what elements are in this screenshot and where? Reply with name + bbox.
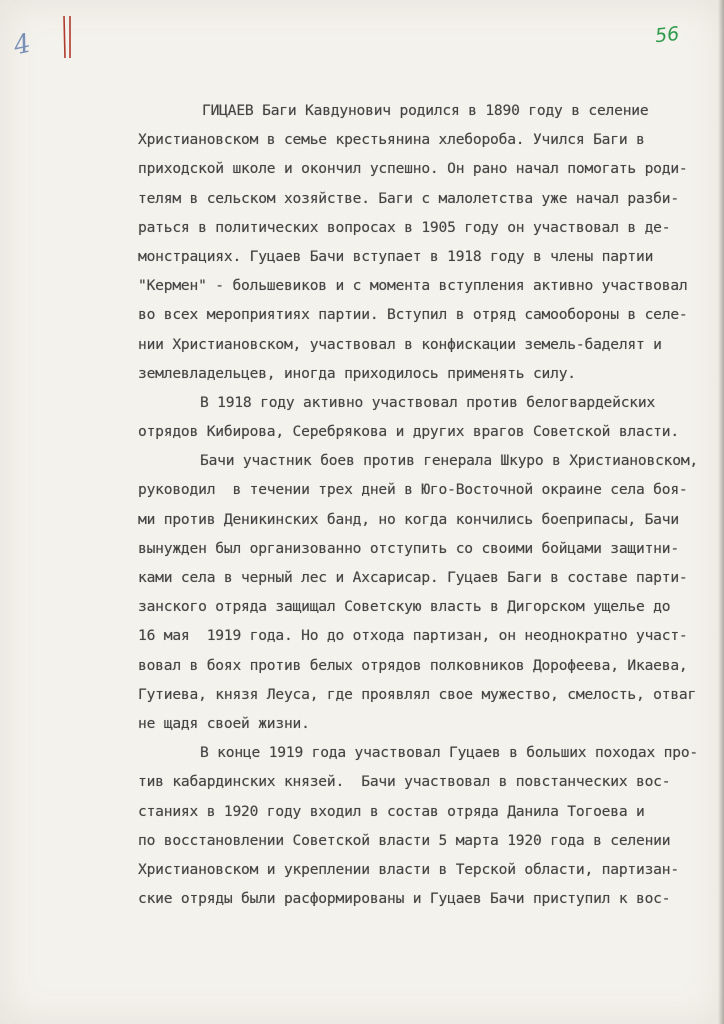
page-number: 56 bbox=[653, 22, 681, 48]
text-line: монстрациях. Гуцаев Бачи вступает в 1918 году в члены партии bbox=[138, 247, 654, 265]
text-line: по восстановлении Советской власти 5 марта 1920 года в селении bbox=[138, 831, 671, 849]
text-line: "Кермен" - большевиков и с момента вступления активно участвовал bbox=[138, 277, 688, 295]
text-line: Христиановском и укреплении власти в Терской области, партизан- bbox=[138, 860, 679, 878]
text-line: 16 мая 1919 года. Но до отхода партизан, он неоднократно участ- bbox=[138, 627, 688, 645]
text-line: во всех мероприятиях партии. Вступил в отряд самообороны в селе- bbox=[138, 306, 688, 324]
text-line: Христиановском в семье крестьянина хлебороба. Учился Баги в bbox=[138, 131, 645, 149]
text-line: вовал в боях против белых отрядов полковников Дорофеева, Икаева, bbox=[138, 656, 688, 674]
text-line: отрядов Кибирова, Серебрякова и других врагов Советской власти. bbox=[138, 423, 679, 441]
text-line: Бачи участник боев против генерала Шкуро в Христиановском, bbox=[200, 452, 698, 470]
text-line: телям в сельском хозяйстве. Баги с малолетства уже начал разби- bbox=[138, 189, 679, 207]
text-line: раться в политических вопросах в 1905 году он участвовал в де- bbox=[138, 218, 671, 236]
text-line: тив кабардинских князей. Бачи участвовал в повстанческих вос- bbox=[138, 773, 671, 791]
page-edge-shadow bbox=[718, 0, 724, 1024]
typewritten-text bbox=[138, 96, 718, 913]
text-line: ские отряды были расформированы и Гуцаев Бачи приступил к вос- bbox=[138, 890, 671, 908]
text-line: нии Христиановском, участвовал в конфискации земель-бaделят и bbox=[138, 335, 662, 353]
text-line: ми против Деникинских банд, но когда кончились боеприпасы, Бачи bbox=[138, 510, 679, 528]
text-line: занского отряда защищал Советскую власть в Дигорском ущелье до bbox=[138, 598, 671, 616]
text-line: не щадя своей жизни. bbox=[138, 714, 310, 732]
pencil-mark-annotation: 4 bbox=[11, 28, 34, 62]
text-line: В конце 1919 года участвовал Гуцаев в больших походах про- bbox=[200, 744, 698, 762]
text-line: В 1918 году активно участвовал против белогвардейских bbox=[200, 393, 656, 411]
pencil-bracket-mark bbox=[62, 14, 72, 60]
text-line: руководил в течении трех дней в Юго-Восточной окраине села боя- bbox=[138, 481, 688, 499]
text-line: ГИЦАЕВ Баги Кавдунович родился в 1890 году в селение bbox=[202, 102, 649, 119]
text-line: землевладельцев, иногда приходилось применять силу. bbox=[138, 364, 576, 382]
text-line: станиях в 1920 году входил в состав отряда Данила Тогоева и bbox=[138, 802, 645, 820]
text-line: ками села в черный лес и Ахсарисар. Гуцаев Баги в составе парти- bbox=[138, 569, 688, 586]
text-line: вынужден был организованно отступить со своими бойцами защитни- bbox=[138, 539, 679, 557]
text-line: Гутиева, князя Леуса, где проявлял свое мужество, смелость, отваг bbox=[138, 685, 697, 703]
text-line: приходской школе и окончил успешно. Он рано начал помогать роди- bbox=[138, 160, 688, 178]
